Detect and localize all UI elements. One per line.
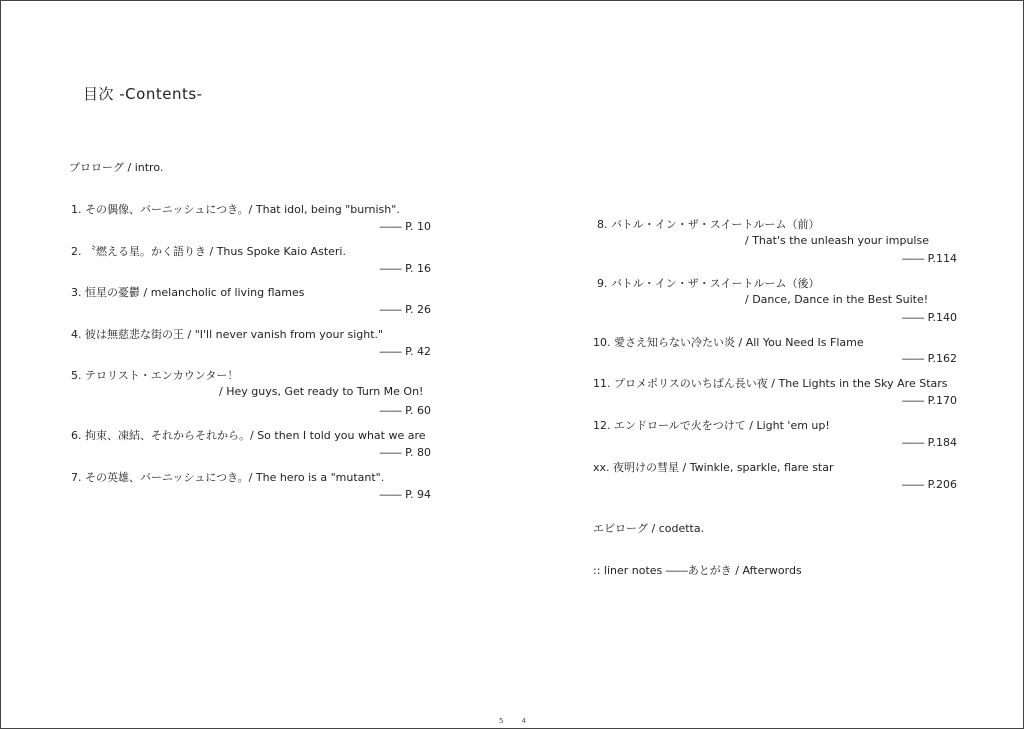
liner-notes-entry: :: liner notes ――あとがき / Afterwords [593, 564, 802, 577]
chapter-11-page: ―― P.170 [902, 394, 957, 407]
chapter-12-page: ―― P.184 [902, 436, 957, 449]
chapter-8-page: ―― P.114 [902, 252, 957, 265]
chapter-7-title: 7. その英雄、バーニッシュにつき。/ The hero is a "mutant". [71, 471, 385, 484]
chapter-1-title: 1. その偶像、バーニッシュにつき。/ That idol, being "burnish". [71, 203, 400, 216]
chapter-3-page: ―― P. 26 [379, 303, 431, 316]
chapter-7-page: ―― P. 94 [379, 488, 431, 501]
chapter-4-title: 4. 彼は無慈悲な街の王 / "I'll never vanish from your sight." [71, 328, 384, 341]
chapter-10-title: 10. 愛さえ知らない冷たい炎 / All You Need Is Flame [593, 336, 864, 349]
chapter-9-subtitle: / Dance, Dance in the Best Suite! [745, 293, 929, 306]
chapter-1-page: ―― P. 10 [379, 220, 431, 233]
chapter-2-title: 2. 〝燃える星。かく語りき / Thus Spoke Kaio Asteri. [71, 245, 346, 258]
chapter-5-title: 5. テロリスト・エンカウンター！ [71, 369, 239, 382]
chapter-2-page: ―― P. 16 [379, 262, 431, 275]
page-title: 目次 -Contents- [83, 85, 203, 103]
chapter-6-page: ―― P. 80 [379, 446, 431, 459]
chapter-10-page: ―― P.162 [902, 352, 957, 365]
chapter-xx-title: xx. 夜明けの彗星 / Twinkle, sparkle, flare star [593, 461, 834, 474]
chapter-12-title: 12. エンドロールで火をつけて / Light 'em up! [593, 419, 830, 432]
epilogue-entry: エピローグ / codetta. [593, 522, 705, 535]
chapter-xx-page: ―― P.206 [902, 478, 957, 491]
chapter-8-title: 8. バトル・イン・ザ・スイートルーム（前） [597, 218, 820, 231]
chapter-6-title: 6. 拘束、凍結、それからそれから。/ So then I told you what we are [71, 429, 426, 442]
chapter-4-page: ―― P. 42 [379, 345, 431, 358]
chapter-9-page: ―― P.140 [902, 311, 957, 324]
chapter-8-subtitle: / That's the unleash your impulse [745, 234, 929, 247]
chapter-5-subtitle: / Hey guys, Get ready to Turn Me On! [219, 385, 424, 398]
chapter-9-title: 9. バトル・イン・ザ・スイートルーム（後） [597, 277, 820, 290]
prologue-entry: プロローグ / intro. [69, 161, 164, 174]
chapter-11-title: 11. プロメポリスのいちばん長い夜 / The Lights in the Sky Are Stars [593, 377, 948, 390]
chapter-5-page: ―― P. 60 [379, 404, 431, 417]
chapter-3-title: 3. 恒星の憂鬱 / melancholic of living flames [71, 286, 305, 299]
page-numbers: 5 4 [499, 717, 535, 725]
